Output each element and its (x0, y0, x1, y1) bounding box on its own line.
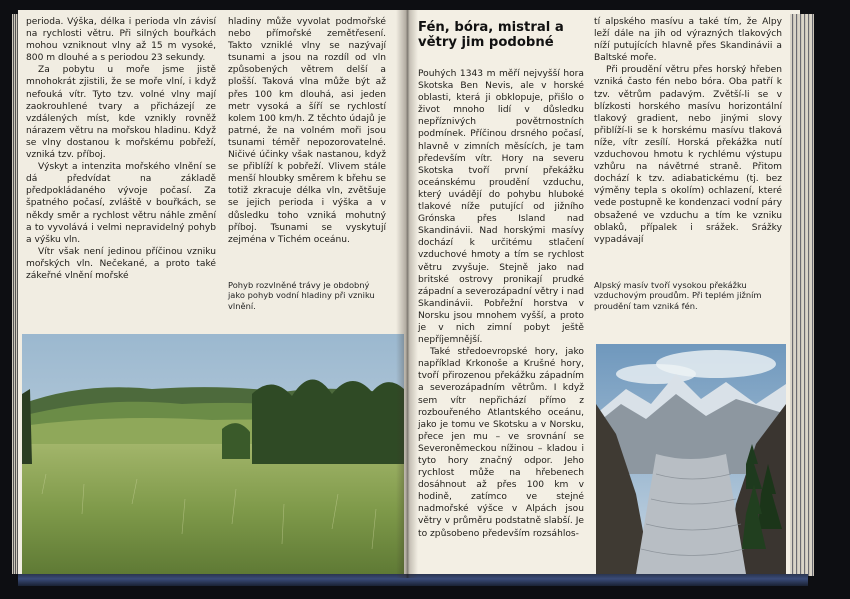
right-column-2 (594, 16, 782, 246)
paragraph: hladiny může vyvolat podmořské nebo přímořské zemětřesení. Takto vzniklé vlny se nazývají tsunami a jsou na rozdíl od vln způsobených větrem delší a plošší. Taková vlna může být až přes 100 km dlouhá, asi jeden metr vysoká a šíří se rychlostí kolem 100 km/h. Z těchto údajů je patrné, že na volném moři jsou tsunami téměř nepozorovatelné. Ničivé účinky však nastanou, když se přiblíží k pobřeží. Vlivem stále menší hloubky směrem k břehu se totiž zkracuje délka vln, zvětšuje se jejich perioda i výška a v důsledku toho vzniká mohutný příboj. Tsunami se vyskytují zejména v Tichém oceánu. (228, 17, 386, 245)
left-column-2 (228, 16, 386, 246)
paragraph: Vítr však není jedinou příčinou vzniku mořských vln. Nečekané, a proto také zákeřné vlnění mořské (26, 246, 216, 281)
book-gutter (396, 10, 418, 578)
glacier-photo (596, 344, 786, 574)
section-heading: Fén, bóra, mistral a větry jim podobné (418, 20, 564, 50)
paragraph: Výskyt a intenzita mořského vlnění se dá předvídat na základě předpokládaného vývoje počasí. Za špatného počasí, zvláště v bouřkách, se někdy směr a rychlost větru náhle změní a to vyvolává i velmi nepravidelný pohyb a výšku vln. (26, 162, 216, 245)
left-column-1 (26, 16, 216, 282)
page-edges-right (790, 14, 814, 576)
paragraph: Pouhých 1343 m měří nejvyšší hora Skotska Ben Nevis, ale v horské oblasti, která ji obklopuje, přišlo o život mnoho lidí v důsledku nepříznivých povětrnostních podmínek. Příčinou drsného počasí, hlavně v zimních měsících, je tam především vítr. Hory na severu Skotska tvoří první překážku oceánskému proudění vzduchu, který uvádějí do pohybu hluboké tlakové níže putující od jižního Grónska přes Island nad Skandinávii. Nad horskými masívy dochází k určitému stlačení vzduchové hmoty a tím se rychlost větru zvyšuje. Stejně jako nad britské ostrovy pronikají prudké západní a severozápadní větry i nad Skandinávii. Pobřežní horstva v Norsku jsou mnohem vyšší, a proto je v nich zimní pobyt ještě nepříjemnější. (418, 69, 584, 346)
right-column-1 (418, 68, 584, 540)
paragraph: Za pobytu u moře jsme jistě mnohokrát zjistili, že se moře vlní, i když nefouká vítr. Tyto tzv. volné vlny mají zaokrouhlené tvary a přicházejí ze vzdálených míst, kde vznikly rovněž nárazem větru na mořskou hladinu. Když se vlny dostanou k mořskému pobřeží, vzniká tzv. příboj. (26, 65, 216, 161)
paragraph: tí alpského masívu a také tím, že Alpy leží dále na jih od výrazných tlakových níží putujících hlavně přes Skandinávii a Baltské moře. (594, 17, 782, 64)
paragraph: Při proudění větru přes horský hřeben vzniká často fén nebo bóra. Oba patří k tzv. větrům padavým. Zvětší-li se v blízkosti horského masívu horizontální tlakový gradient, nebo jinými slovy přiblíží-li se k horskému masívu tlaková níže, vítr zesílí. Horská překážka nutí vzduchovou hmotu k rychlému výstupu vzhůru na návětrné straně. Přitom dochází k tzv. adiabatickému (tj. bez výměny tepla s okolím) ochlazení, které vede postupně ke kondenzaci vodní páry obsažené ve vzduchu a tím ke vzniku oblaků, přípalek i srážek. Srážky vypadávají (594, 65, 782, 245)
glacier-caption: Alpský masív tvoří vysokou překážku vzduchovým proudům. Při teplém jižním proudění tam vzniká fén. (594, 280, 762, 311)
paragraph: Také středoevropské hory, jako například Krkonoše a Krušné hory, tvoří přirozenou překážku západním a severozápadním větrům. I když sem vítr nepřichází přímo z rozbouřeného Atlantského oceánu, jako je tomu ve Skotsku a v Norsku, přece jen mu – ve srovnání se Severoněmeckou nížinou – kladou i tyto hory značný odpor. Jeho rychlost může na hřebenech dosáhnout až přes 100 km v hodině, zatímco ve stejné nadmořské výšce v Alpách jsou větry v průměru podstatně slabší. Je to způsobeno především rozsáhlos- (418, 347, 584, 539)
paragraph: perioda. Výška, délka i perioda vln závisí na rychlosti větru. Při silných bouřkách mohou vzniknout vlny až 15 m vysoké, 800 m dlouhé a s periodou 23 sekundy. (26, 17, 216, 64)
meadow-photo (22, 334, 404, 574)
meadow-caption: Pohyb rozvlněné trávy je obdobný jako pohyb vodní hladiny při vzniku vlnění. (228, 280, 375, 311)
